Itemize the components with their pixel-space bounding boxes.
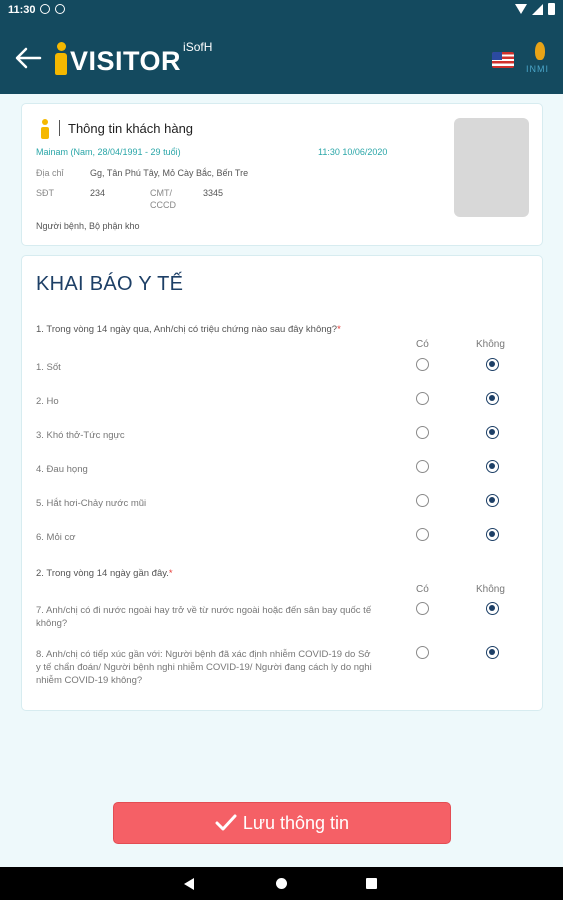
id-label-line1: CMT/ [150,188,172,198]
radio-yes[interactable] [416,392,429,405]
customer-card-title: Thông tin khách hàng [68,121,194,136]
radio-no[interactable] [486,426,499,439]
status-time: 11:30 [8,4,36,16]
symptom-label: 6. Mỏi cơ [36,532,76,543]
save-button-label: Lưu thông tin [242,812,350,833]
sync-icon [55,4,65,14]
radio-no[interactable] [486,358,499,371]
department-value: Người bệnh, Bộ phận kho [36,221,140,231]
save-button[interactable] [113,802,451,844]
radio-yes[interactable] [416,528,429,541]
divider [59,120,60,136]
radio-yes[interactable] [416,646,429,659]
question-2: 2. Trong vòng 14 ngày gần đây.* [36,568,173,579]
radio-no[interactable] [486,602,499,615]
radio-yes[interactable] [416,358,429,371]
status-bar [0,0,563,22]
health-declaration-card [21,255,543,711]
symptom-label: 7. Anh/chị có đi nước ngoài hay trở về từ nước ngoài hoặc đến sân bay quốc tế không? [36,605,372,629]
logo-subtext: iSofH [183,40,213,54]
symptom-label: 8. Anh/chị có tiếp xúc gần với: Người bệnh đã xác định nhiễm COVID-19 do Sở y tế chẩn đoán/ Người bệnh nghi nhiễm COVID-19/ Người đang cách ly do nghi nhiễm COVID-19 không? [36,649,372,686]
phone-label: SĐT [36,188,54,198]
customer-timestamp: 11:30 10/06/2020 [318,147,388,157]
declaration-title: KHAI BÁO Y TẾ [36,273,184,295]
radio-no[interactable] [486,460,499,473]
question-1: 1. Trong vòng 14 ngày qua, Anh/chị có triệu chứng nào sau đây không?* [36,324,341,335]
signal-icon [532,4,543,15]
column-no-2: Không [476,584,505,595]
nav-back-icon[interactable] [184,878,194,890]
radio-no[interactable] [486,494,499,507]
nav-recents-icon[interactable] [366,878,377,889]
us-flag-icon[interactable] [492,52,514,68]
back-arrow-icon[interactable] [14,46,42,70]
hospital-logo-text: INMI [526,64,549,74]
column-no: Không [476,339,505,350]
symptom-label: 3. Khó thở-Tức ngực [36,430,125,441]
symptom-label: 4. Đau họng [36,464,88,475]
customer-name: Mainam (Nam, 28/04/1991 - 29 tuổi) [36,147,181,157]
customer-photo[interactable] [454,118,529,217]
notification-icon [40,4,50,14]
nav-home-icon[interactable] [276,878,287,889]
battery-icon [548,3,555,15]
radio-yes[interactable] [416,426,429,439]
logo-person-icon [54,42,68,76]
app-bar [0,22,563,94]
id-label-line2: CCCD [150,200,176,210]
symptom-label: 2. Ho [36,396,59,407]
radio-yes[interactable] [416,460,429,473]
symptom-label: 1. Sốt [36,362,61,373]
id-value: 3345 [203,188,224,198]
check-icon [215,814,237,832]
phone-value: 234 [90,188,106,198]
customer-info-card [21,103,543,246]
radio-no[interactable] [486,392,499,405]
wifi-icon [515,4,527,14]
flame-icon [535,42,545,60]
hospital-logo [524,42,556,82]
app-logo [54,42,212,76]
column-yes-2: Có [416,584,429,595]
address-label: Địa chỉ [36,168,64,178]
system-nav-bar [0,867,563,900]
radio-yes[interactable] [416,494,429,507]
symptom-label: 5. Hắt hơi-Chảy nước mũi [36,498,147,509]
radio-no[interactable] [486,528,499,541]
radio-yes[interactable] [416,602,429,615]
person-icon [39,119,51,139]
radio-no[interactable] [486,646,499,659]
logo-text: VISITOR [70,46,182,76]
column-yes: Có [416,339,429,350]
address-value: Gg, Tân Phú Tây, Mỏ Cày Bắc, Bến Tre [90,168,249,178]
